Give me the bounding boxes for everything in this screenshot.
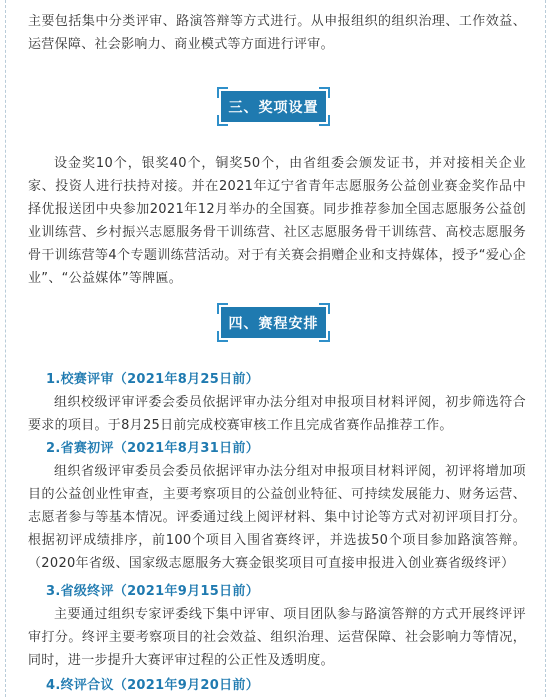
section-heading-label: 三、奖项设置 [221, 91, 326, 122]
awards-paragraph: 设金奖10个，银奖40个，铜奖50个，由省组委会颁发证书，并对接相关企业家、投资人进行扶持对接。并在2021年辽宁省青年志愿服务公益创业赛金奖作品中择优报送团中央参加2021年12月举办的全国赛。同步推荐参加全国志愿服务公益创业训练营、乡村振兴志愿服务骨干训练营、社区志愿服务骨干训练营、高校志愿服务骨干训练营等4个专题训练营活动。对于有关赛会捐赠企业和支持媒体，授予“爱心企业”、“公益媒体”等牌匾。 [28, 156, 526, 286]
section-heading-label: 四、赛程安排 [221, 307, 326, 338]
section-heading-awards [217, 87, 330, 126]
stage-text: 主要通过组织专家评委线下集中评审、项目团队参与路演答辩的方式开展终评评审打分。终评主要考察项目的社会效益、组织治理、运营保障、社会影响力等情况，同时，进一步提升大赛评审过程的公正性及透明度。 [28, 607, 526, 668]
stage-text: 组织校级评审评委会委员依据评审办法分组对申报项目材料评阅，初步筛选符合要求的项目。于8月25日前完成校赛审核工作且完成省赛作品推荐工作。 [28, 395, 526, 433]
intro-paragraph: 主要包括集中分类评审、路演答辩等方式进行。从申报组织的组织治理、工作效益、运营保障、社会影响力、商业模式等方面进行评审。 [28, 14, 526, 52]
stage-title: 2.省赛初评（2021年8月31日前） [46, 441, 260, 456]
stage-title: 1.校赛评审（2021年8月25日前） [46, 372, 260, 387]
stage-text: 组织省级评审委员会委员依据评审办法分组对申报项目材料评阅，初评将增加项目的公益创业性审查，主要考察项目的公益创业特征、可持续发展能力、财务运营、志愿者参与等基本情况。评委通过线上阅评材料、集中讨论等方式对初评项目打分。根据初评成绩排序，前100个项目入围省赛终评，并选拔50个项目参加路演答辩。（2020年省级、国家级志愿服务大赛金银奖项目可直接申报进入创业赛省级终评） [28, 464, 526, 571]
stage-title: 4.终评合议（2021年9月20日前） [46, 678, 260, 693]
section-heading-schedule [217, 303, 330, 342]
stage-title: 3.省级终评（2021年9月15日前） [46, 584, 260, 599]
